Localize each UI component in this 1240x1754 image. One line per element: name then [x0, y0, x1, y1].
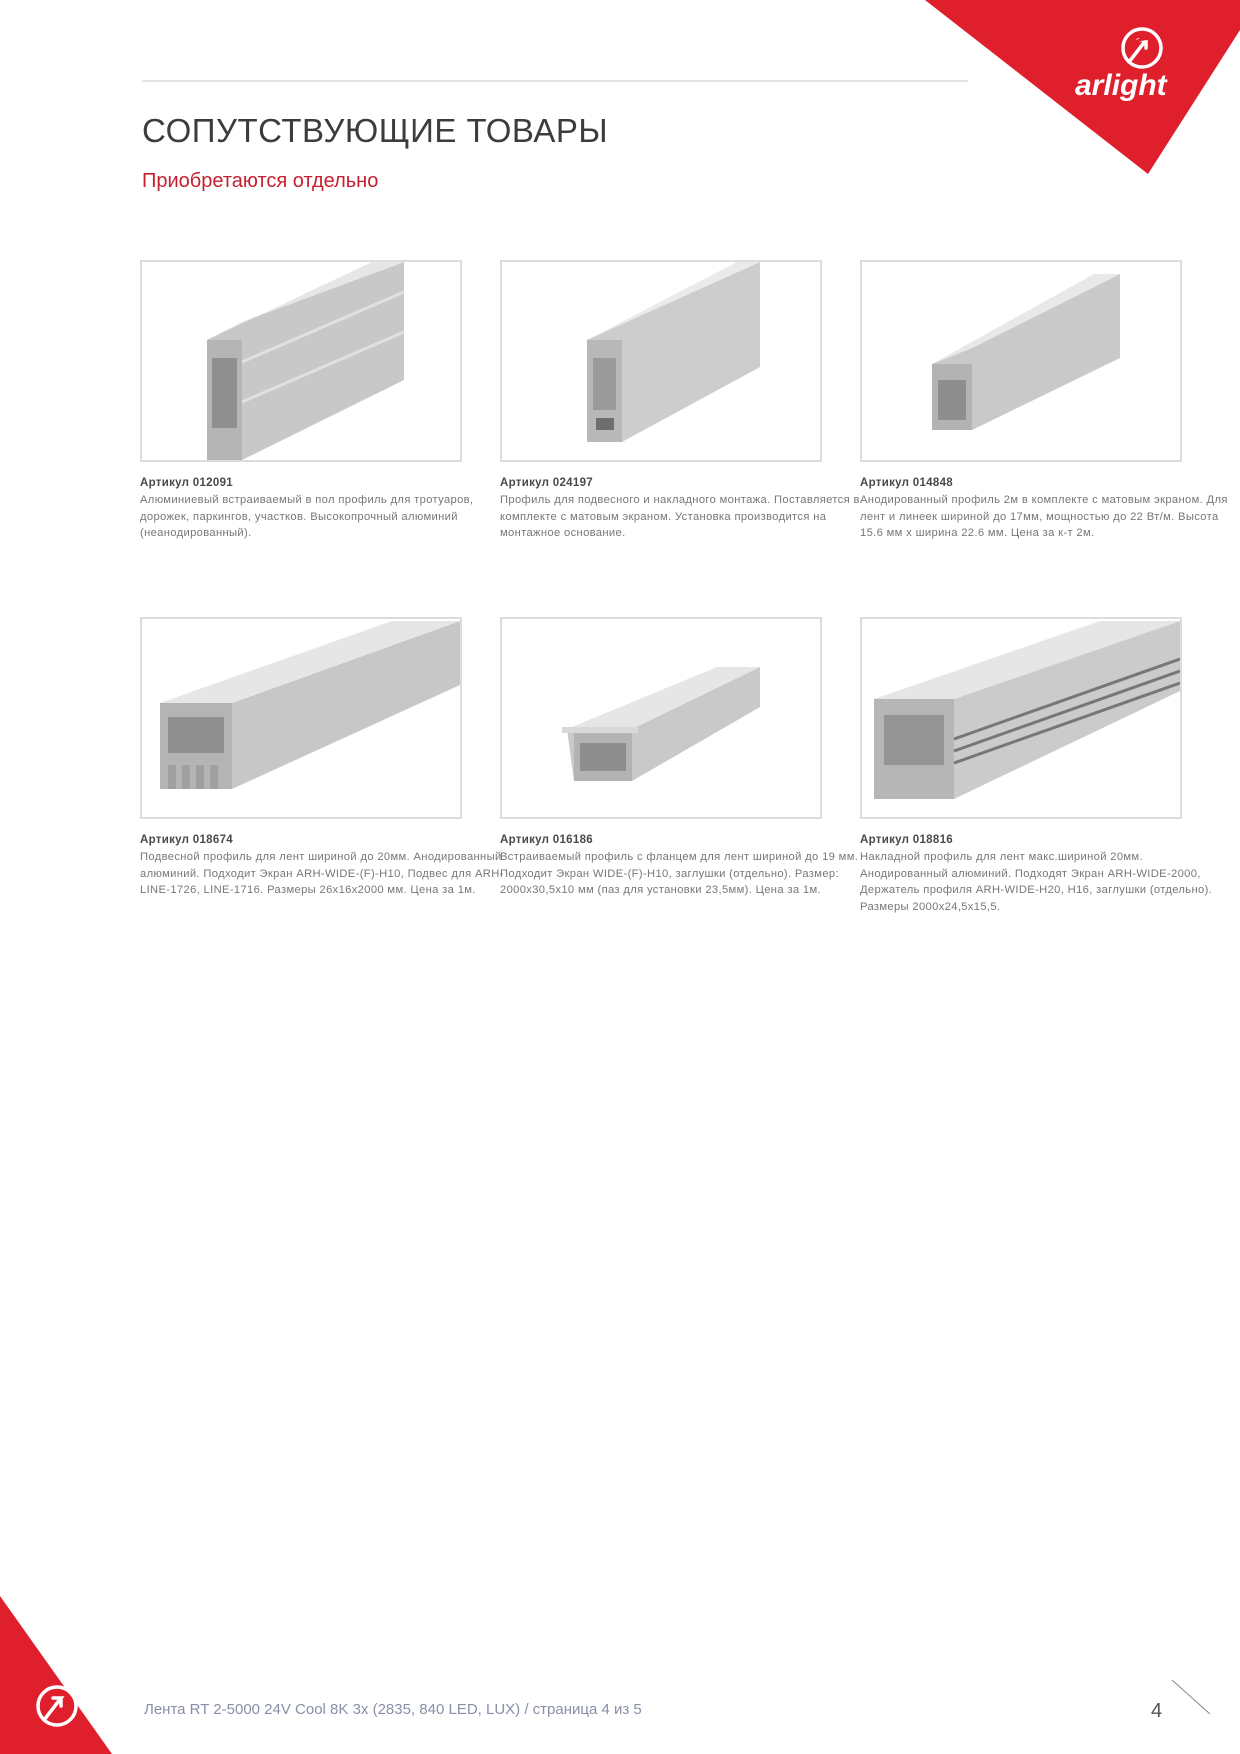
footer-document-line: Лента RT 2-5000 24V Cool 8K 3x (2835, 840 LED, LUX) / страница 4 из 5 [144, 1701, 642, 1718]
footer-brand-corner [0, 0, 160, 1754]
product-card [140, 260, 474, 542]
product-article: Артикул 024197 [500, 477, 593, 489]
product-card [860, 617, 1213, 915]
product-description: Анодированный профиль 2м в комплекте с матовым экраном. Для лент и линеек шириной до 17мм, мощностью до 22 Вт/м. Высота 15.6 мм х ширина 22.6 мм. Цена за к-т 2м. [860, 494, 1228, 540]
product-description: Встраиваемый профиль с фланцем для лент шириной до 19 мм. Подходит Экран WIDE-(F)-H10, заглушки (отдельно). Размер: 2000x30,5x10 мм (паз для установки 23,5мм). Цена за 1м. [500, 851, 859, 897]
product-image [860, 260, 1182, 462]
logo-text: arlight [1075, 69, 1167, 102]
product-description: Накладной профиль для лент макс.шириной 20мм. Анодированный алюминий. Подходят Экран ARH-WIDE-2000, Держатель профиля ARH-WIDE-H20, H16, заглушки (отдельно). Размеры 2000x24,5x15,5. [860, 851, 1213, 913]
product-article: Артикул 018816 [860, 834, 953, 846]
product-card [500, 617, 859, 899]
arlight-logo-icon [38, 1687, 76, 1725]
page-number: 4 [1151, 1700, 1163, 1722]
product-article: Артикул 014848 [860, 477, 953, 489]
product-image [140, 260, 462, 462]
top-divider [142, 80, 968, 82]
product-article: Артикул 018674 [140, 834, 233, 846]
page-corner-line [1170, 1678, 1220, 1718]
product-description: Алюминиевый встраиваемый в пол профиль для тротуаров, дорожек, паркингов, участков. Высокопрочный алюминий (неанодированный). [140, 494, 474, 540]
product-card [500, 260, 860, 542]
page-title: СОПУТСТВУЮЩИЕ ТОВАРЫ [142, 112, 609, 149]
product-image [500, 617, 822, 819]
product-article: Артикул 016186 [500, 834, 593, 846]
product-article: Артикул 012091 [140, 477, 233, 489]
product-image [500, 260, 822, 462]
product-description: Подвесной профиль для лент шириной до 20мм. Анодированный алюминий. Подходит Экран ARH-WIDE-(F)-H10, Подвес для ARH-LINE-1726, LINE-1716. Размеры 26x16x2000 мм. Цена за 1м. [140, 851, 504, 897]
product-image [140, 617, 462, 819]
product-image [860, 617, 1182, 819]
product-card [140, 617, 504, 899]
brand-corner [0, 0, 1240, 180]
product-description: Профиль для подвесного и накладного монтажа. Поставляется в комплекте с матовым экраном. Установка производится на монтажное основание. [500, 494, 860, 540]
page-subtitle: Приобретаются отдельно [142, 170, 379, 192]
product-card [860, 260, 1228, 542]
